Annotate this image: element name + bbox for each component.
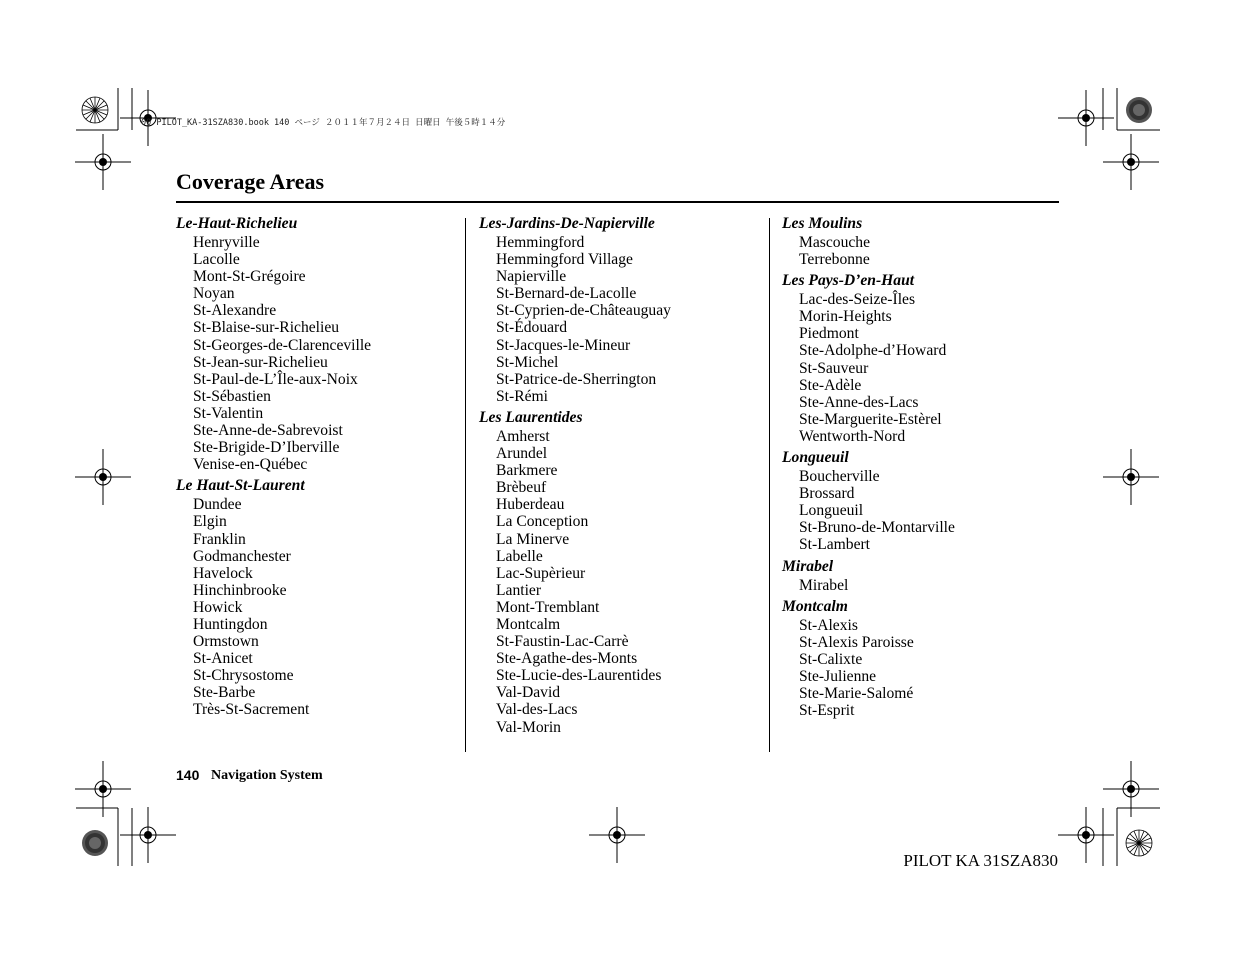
- town-item: Napierville: [496, 268, 567, 286]
- town-item: St-Alexandre: [193, 302, 277, 320]
- town-item: Boucherville: [799, 468, 880, 486]
- region-heading: Longueuil: [782, 449, 849, 467]
- town-item: Ste-Brigide-D’Iberville: [193, 439, 340, 457]
- region-heading: Le-Haut-Richelieu: [176, 215, 298, 232]
- region-heading: Les Moulins: [782, 215, 863, 232]
- town-item: St-Anicet: [193, 650, 253, 668]
- town-list: [479, 234, 769, 405]
- town-item: Val-des-Lacs: [496, 701, 578, 719]
- column-1: [176, 214, 466, 722]
- page-number: 140: [176, 767, 200, 783]
- town-item: Mascouche: [799, 234, 871, 251]
- town-list: [782, 234, 1072, 268]
- town-item: Ste-Marguerite-Estèrel: [799, 410, 942, 428]
- town-item: Val-Morin: [496, 718, 561, 736]
- town-item: Howick: [193, 598, 243, 616]
- town-item: Mirabel: [799, 576, 849, 594]
- town-item: St-Valentin: [193, 404, 264, 422]
- region-heading: Montcalm: [782, 597, 848, 615]
- town-item: Godmanchester: [193, 547, 291, 565]
- region-section: [782, 271, 1072, 445]
- town-item: Piedmont: [799, 325, 859, 343]
- town-item: St-Jean-sur-Richelieu: [193, 353, 328, 371]
- town-item: Barkmere: [496, 462, 558, 480]
- town-item: Morin-Heights: [799, 308, 892, 326]
- column-2: [479, 214, 769, 739]
- town-item: Brèbeuf: [496, 479, 547, 497]
- footer-section-title: Navigation System: [211, 768, 323, 783]
- town-item: St-Bernard-de-Lacolle: [496, 285, 637, 303]
- town-item: Huntingdon: [193, 615, 268, 633]
- town-item: Lac-des-Seize-Îles: [799, 291, 916, 309]
- town-item: Elgin: [193, 513, 227, 531]
- town-item: St-Lambert: [799, 536, 871, 554]
- town-item: Hemmingford Village: [496, 251, 633, 269]
- town-item: St-Sauveur: [799, 359, 869, 377]
- town-item: La Conception: [496, 513, 589, 531]
- region-section: [479, 214, 769, 405]
- page-title: Coverage Areas: [176, 169, 325, 194]
- region-section: [782, 597, 1072, 720]
- town-item: St-Bruno-de-Montarville: [799, 519, 955, 537]
- town-item: Hinchinbrooke: [193, 581, 287, 599]
- town-item: Wentworth-Nord: [799, 427, 906, 445]
- town-item: Venise-en-Québec: [193, 456, 308, 474]
- town-item: St-Rémi: [496, 387, 548, 405]
- town-item: St-Paul-de-L’Île-aux-Noix: [193, 370, 358, 388]
- region-section: [782, 557, 1072, 594]
- town-item: Lac-Supèrieur: [496, 564, 586, 582]
- town-list: [782, 577, 1072, 594]
- town-item: Montcalm: [496, 615, 561, 633]
- town-item: St-Blaise-sur-Richelieu: [193, 319, 340, 337]
- town-item: Ormstown: [193, 633, 259, 651]
- town-item: Amherst: [496, 427, 550, 445]
- town-item: Mont-Tremblant: [496, 598, 600, 616]
- town-item: Hemmingford: [496, 234, 585, 251]
- town-item: Labelle: [496, 547, 543, 565]
- town-item: Ste-Marie-Salomé: [799, 684, 914, 702]
- region-section: [176, 214, 466, 473]
- town-item: Havelock: [193, 564, 253, 582]
- town-item: Ste-Adolphe-d’Howard: [799, 342, 947, 360]
- town-item: Dundee: [193, 496, 242, 514]
- town-item: St-Jacques-le-Mineur: [496, 336, 631, 354]
- town-list: [479, 428, 769, 736]
- region-section: [782, 448, 1072, 553]
- town-item: Terrebonne: [799, 251, 870, 269]
- town-item: Lantier: [496, 581, 542, 599]
- town-item: St-Sébastien: [193, 387, 271, 405]
- town-item: St-Patrice-de-Sherrington: [496, 370, 657, 388]
- region-section: [479, 408, 769, 736]
- town-item: St-Alexis Paroisse: [799, 633, 914, 651]
- town-item: Huberdeau: [496, 496, 565, 514]
- town-item: Très-St-Sacrement: [193, 701, 310, 719]
- town-item: Franklin: [193, 530, 246, 548]
- town-item: St-Édouard: [496, 319, 568, 337]
- column-3: [782, 214, 1072, 722]
- town-item: Henryville: [193, 234, 260, 251]
- town-item: St-Georges-de-Clarenceville: [193, 336, 372, 354]
- town-item: Ste-Barbe: [193, 684, 256, 702]
- region-heading: Les Laurentides: [479, 408, 583, 426]
- region-heading: Mirabel: [782, 557, 834, 575]
- town-item: Noyan: [193, 285, 235, 303]
- town-item: Longueuil: [799, 502, 864, 520]
- region-heading: Les-Jardins-De-Napierville: [479, 215, 655, 232]
- print-header: 00 PILOT_KA-31SZA830.book 140 ページ ２０１１年７月２４日 日曜日 午後５時１４分: [141, 118, 506, 128]
- town-item: St-Faustin-Lac-Carrè: [496, 633, 629, 651]
- town-item: Ste-Adèle: [799, 376, 862, 394]
- region-heading: Le Haut-St-Laurent: [176, 477, 305, 495]
- town-item: St-Calixte: [799, 650, 863, 668]
- town-item: Ste-Lucie-des-Laurentides: [496, 667, 662, 685]
- model-code: PILOT KA 31SZA830: [903, 851, 1058, 870]
- town-list: [782, 291, 1072, 445]
- town-item: Mont-St-Grégoire: [193, 268, 306, 286]
- town-list: [176, 234, 466, 473]
- town-item: St-Chrysostome: [193, 667, 294, 685]
- region-section: [782, 214, 1072, 268]
- town-item: St-Alexis: [799, 616, 858, 634]
- town-item: Ste-Agathe-des-Monts: [496, 650, 638, 668]
- town-item: Arundel: [496, 445, 548, 463]
- town-item: La Minerve: [496, 530, 570, 548]
- town-item: Ste-Julienne: [799, 667, 877, 685]
- town-item: Val-David: [496, 684, 561, 702]
- region-section: [176, 476, 466, 718]
- town-item: Ste-Anne-des-Lacs: [799, 393, 919, 411]
- town-item: Ste-Anne-de-Sabrevoist: [193, 422, 343, 440]
- title-rule: [176, 201, 1059, 203]
- column-divider: [769, 218, 770, 752]
- town-item: St-Esprit: [799, 702, 855, 720]
- town-item: Brossard: [799, 485, 855, 503]
- town-list: [176, 496, 466, 718]
- town-item: Lacolle: [193, 251, 240, 269]
- town-list: [782, 468, 1072, 553]
- town-item: St-Cyprien-de-Châteauguay: [496, 302, 671, 320]
- region-heading: Les Pays-D’en-Haut: [782, 272, 915, 290]
- town-list: [782, 617, 1072, 720]
- town-item: St-Michel: [496, 353, 559, 371]
